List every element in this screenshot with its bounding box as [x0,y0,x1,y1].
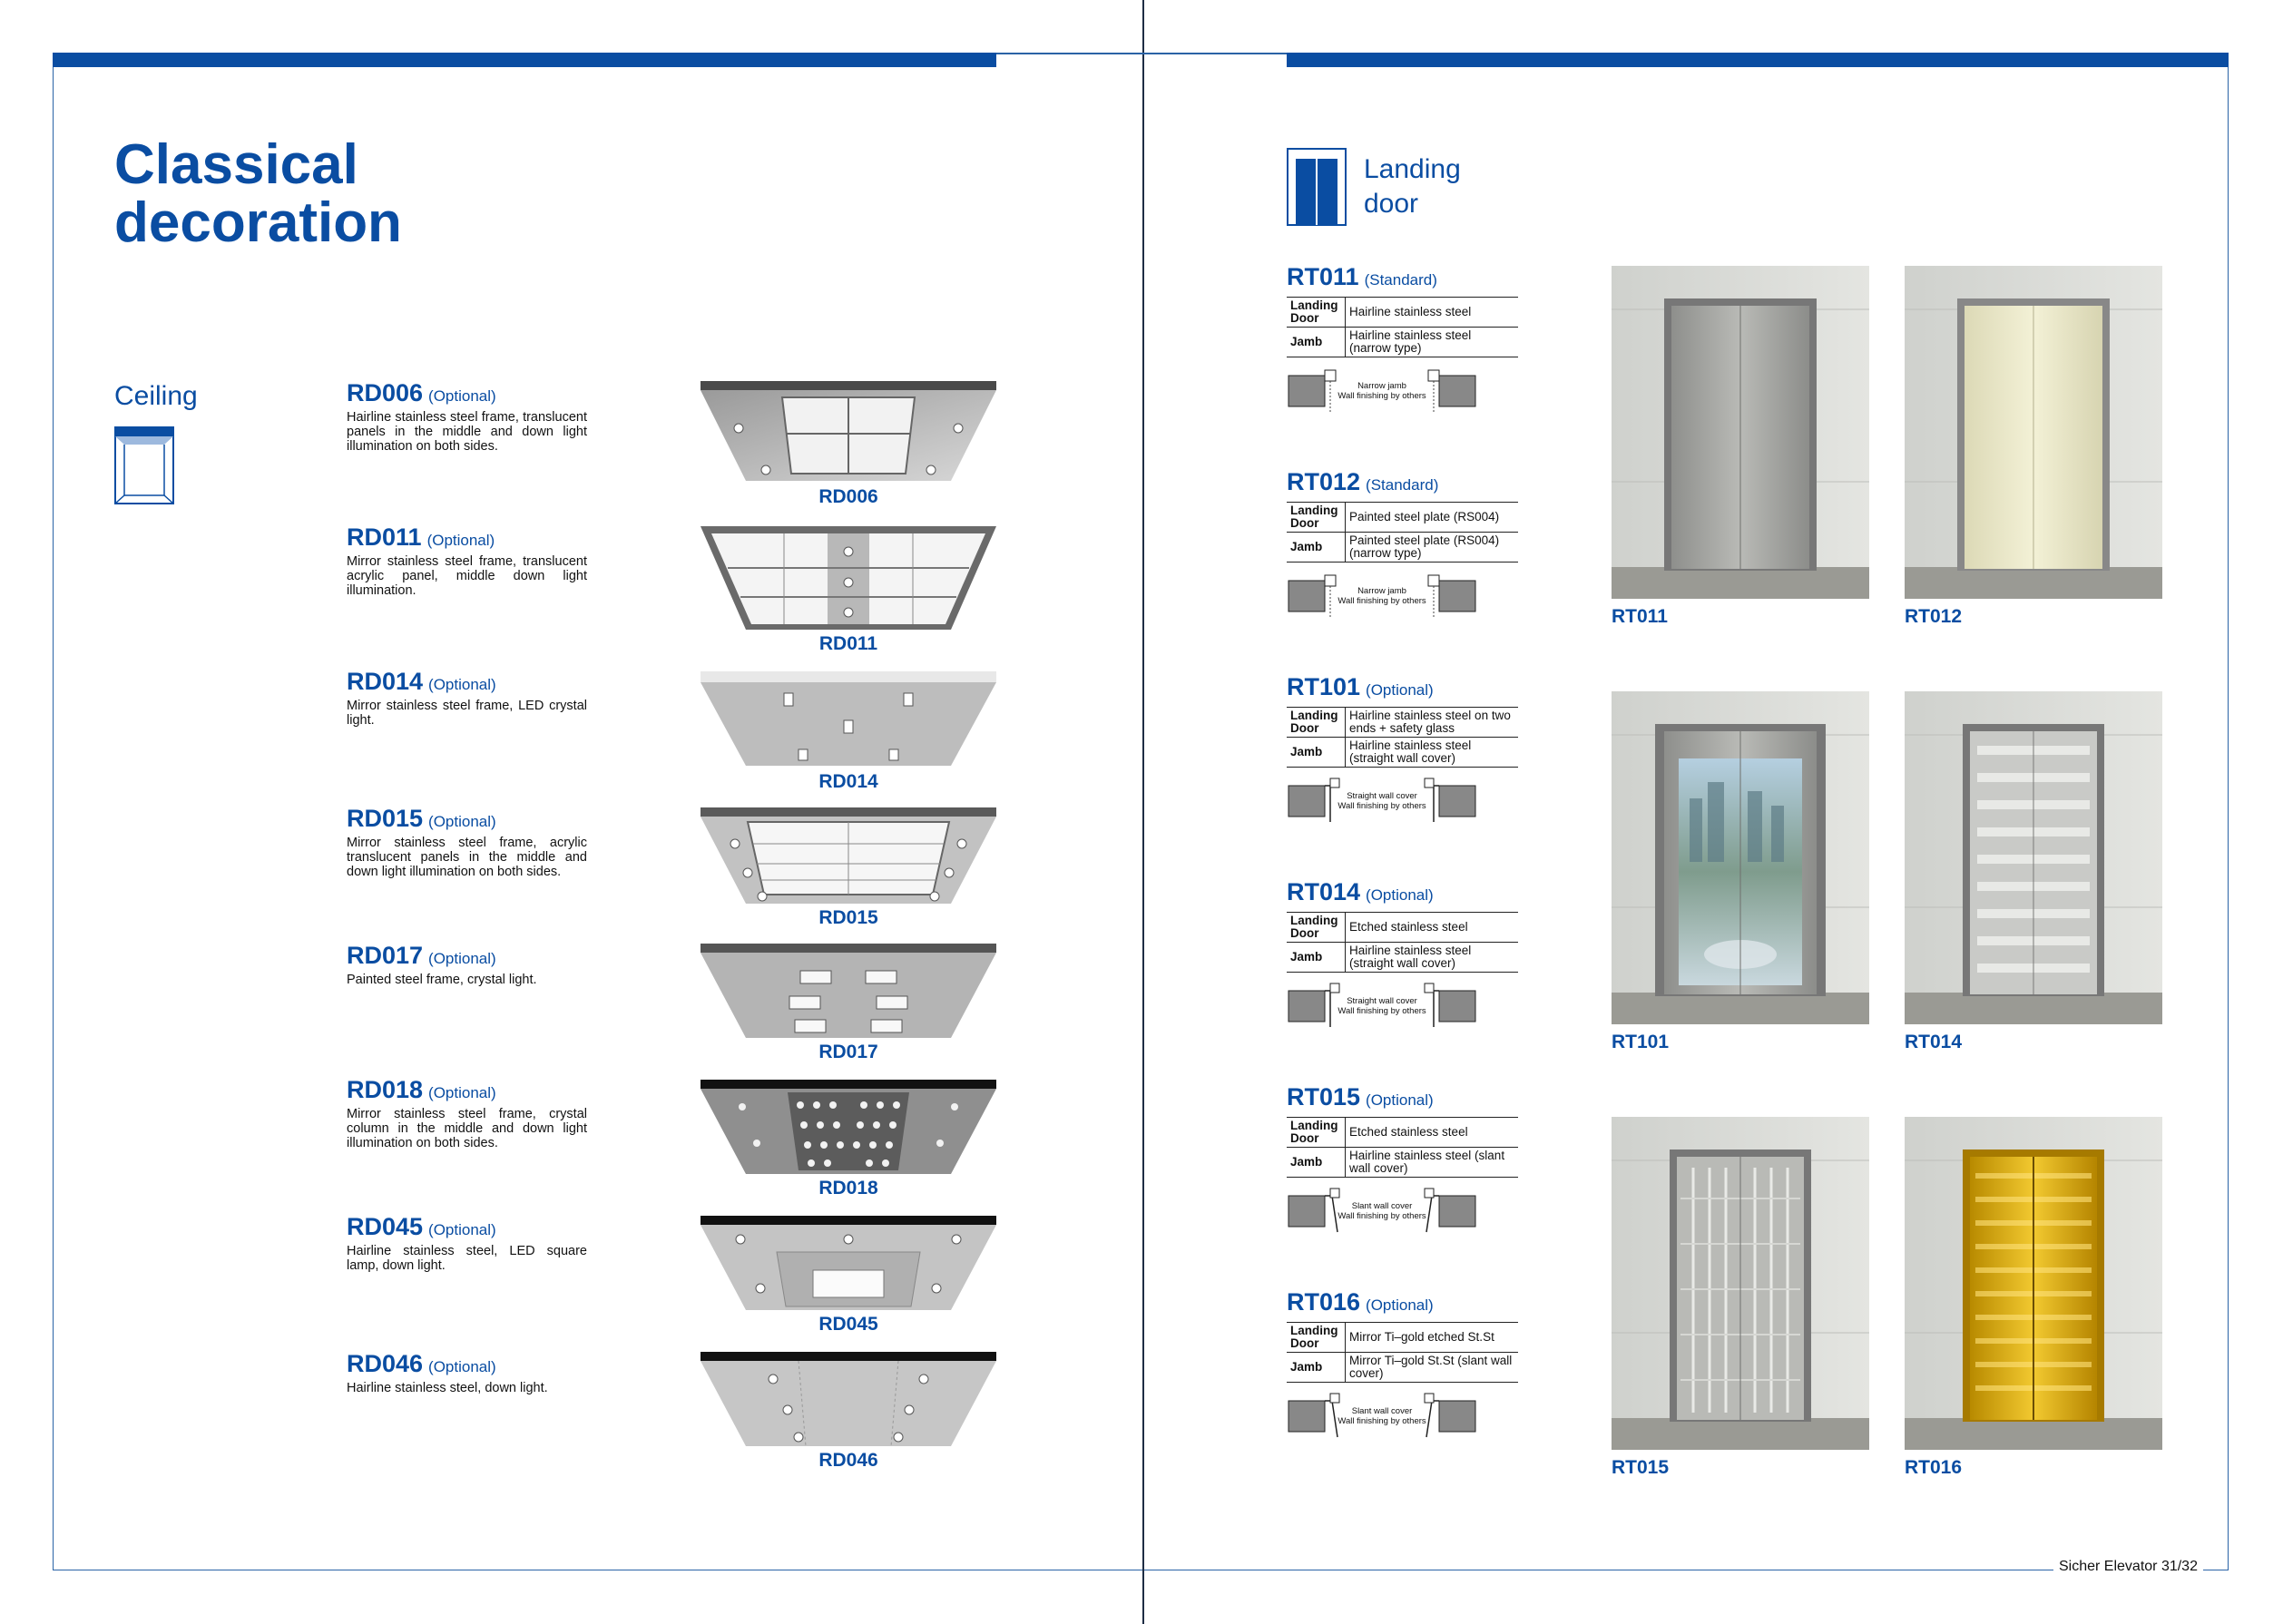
ceiling-caption: RD018 [818,1178,878,1198]
ceiling-image-rd046 [701,1352,996,1448]
landing-door-icon [1287,148,1347,226]
ceiling-caption: RD011 [818,633,878,654]
ceiling-item-rd046 [347,1350,587,1395]
item-tag: (Optional) [428,813,496,830]
door-spec-rt014 [1287,878,1518,1032]
landing-door-section-label [1364,152,1461,221]
item-desc: Mirror stainless steel frame, LED crystal light. [347,699,587,728]
spec-table [1287,707,1518,768]
jamb-note: Straight wall cover [1347,791,1417,801]
jamb-diagram [1287,365,1477,417]
jamb-diagram [1287,980,1477,1032]
door-spec-rt016 [1287,1288,1518,1443]
jamb-material: Painted steel plate (RS004) (narrow type) [1346,533,1519,563]
door-image-rt016 [1905,1117,2162,1450]
door-spec-rt011 [1287,263,1518,417]
jamb-notes [1337,586,1427,606]
ceiling-icon [114,426,174,504]
item-desc: Mirror stainless steel frame, crystal column in the middle and down light illumination on both sides. [347,1107,587,1150]
door-image-rt011 [1612,266,1869,599]
ceiling-image-rd017 [701,944,996,1040]
jamb-material: Hairline stainless steel (narrow type) [1346,328,1519,357]
door-caption: RT014 [1905,1032,1963,1052]
door-material: Painted steel plate (RS004) [1346,503,1519,533]
title-line-1: Classical [114,133,358,196]
ceiling-item-rd018 [347,1076,587,1150]
top-bar-left [53,53,996,67]
ceiling-image-rd014 [701,671,996,768]
ceiling-image-rd018 [701,1080,996,1176]
ceiling-caption: RD015 [818,907,878,928]
item-tag: (Optional) [428,950,496,967]
wall-note: Wall finishing by others [1337,801,1426,811]
top-bar-right [1287,53,2229,67]
ceiling-item-rd045 [347,1213,587,1273]
item-code: RD011 [347,523,422,551]
item-tag: (Optional) [428,1358,496,1375]
jamb-notes [1337,1201,1427,1221]
jamb-notes [1337,791,1427,811]
row-label-door: Landing Door [1287,708,1346,738]
spec-table [1287,297,1518,357]
title-line-2: decoration [114,191,402,254]
door-image-rt014 [1905,691,2162,1024]
ceiling-caption: RD017 [818,1042,878,1062]
ceiling-item-rd006 [347,379,587,454]
row-label-jamb: Jamb [1287,1353,1346,1383]
item-code: RD006 [347,379,424,406]
row-label-door: Landing Door [1287,913,1346,943]
item-code: RD018 [347,1076,424,1103]
page-spine [1142,0,1144,1624]
row-label-jamb: Jamb [1287,943,1346,973]
door-caption: RT016 [1905,1457,1963,1478]
row-label-door: Landing Door [1287,1118,1346,1148]
wall-note: Wall finishing by others [1337,596,1426,606]
page-footer: Sicher Elevator 31/32 [2053,1559,2203,1575]
row-label-door: Landing Door [1287,1323,1346,1353]
item-code: RD017 [347,942,424,969]
jamb-note: Slant wall cover [1351,1201,1413,1211]
door-code: RT101 [1287,673,1361,700]
item-code: RD014 [347,668,424,695]
top-line-right [1144,53,1288,54]
ceiling-section-label: Ceiling [114,381,198,411]
item-desc: Mirror stainless steel frame, translucent acrylic panel, middle down light illumination. [347,554,587,598]
door-tag: (Standard) [1364,271,1437,289]
wall-note: Wall finishing by others [1337,1211,1426,1221]
section-label-line-1: Landing [1364,154,1461,184]
item-code: RD045 [347,1213,424,1240]
item-tag: (Optional) [428,1084,496,1101]
item-desc: Painted steel frame, crystal light. [347,973,537,987]
item-desc: Hairline stainless steel frame, translucent panels in the middle and down light illumination on both sides. [347,410,587,454]
ceiling-item-rd014 [347,668,587,728]
ceiling-image-rd011 [701,526,996,631]
jamb-note: Straight wall cover [1347,996,1417,1006]
jamb-diagram [1287,570,1477,622]
jamb-diagram [1287,775,1477,827]
door-image-rt012 [1905,266,2162,599]
section-label-line-2: door [1364,189,1419,219]
row-label-jamb: Jamb [1287,1148,1346,1178]
spec-table [1287,1117,1518,1178]
door-image-rt015 [1612,1117,1869,1450]
door-material: Etched stainless steel [1346,1118,1519,1148]
door-tag: (Optional) [1366,886,1434,904]
row-label-door: Landing Door [1287,503,1346,533]
jamb-diagram [1287,1185,1477,1238]
spec-table [1287,912,1518,973]
door-material: Hairline stainless steel on two ends + safety glass [1346,708,1519,738]
ceiling-image-rd006 [701,381,996,483]
item-desc: Hairline stainless steel, LED square lamp, down light. [347,1244,587,1273]
door-tag: (Optional) [1366,1091,1434,1109]
page-title [114,133,402,254]
ceiling-item-rd011 [347,523,587,598]
item-code: RD015 [347,805,424,832]
door-code: RT012 [1287,468,1361,495]
ceiling-caption: RD014 [818,771,878,792]
spec-table [1287,1322,1518,1383]
ceiling-item-rd017 [347,942,587,987]
row-label-jamb: Jamb [1287,328,1346,357]
door-caption: RT101 [1612,1032,1670,1052]
door-caption: RT015 [1612,1457,1670,1478]
jamb-material: Hairline stainless steel (slant wall cover) [1346,1148,1519,1178]
door-spec-rt012 [1287,468,1518,622]
ceiling-caption: RD006 [818,486,878,507]
door-material: Etched stainless steel [1346,913,1519,943]
door-code: RT011 [1287,263,1359,290]
item-code: RD046 [347,1350,424,1377]
door-caption: RT012 [1905,606,1963,627]
wall-note: Wall finishing by others [1337,391,1426,401]
door-caption: RT011 [1612,606,1668,627]
item-tag: (Optional) [428,387,496,405]
door-image-rt101 [1612,691,1869,1024]
ceiling-item-rd015 [347,805,587,879]
door-material: Hairline stainless steel [1346,298,1519,328]
door-code: RT015 [1287,1083,1361,1110]
door-tag: (Optional) [1366,1296,1434,1314]
door-tag: (Standard) [1366,476,1439,494]
wall-note: Wall finishing by others [1337,1416,1426,1426]
ceiling-caption: RD045 [818,1314,878,1335]
ceiling-caption: RD046 [818,1450,878,1471]
item-tag: (Optional) [428,1221,496,1238]
jamb-notes [1337,1406,1427,1426]
door-code: RT016 [1287,1288,1361,1316]
item-tag: (Optional) [428,676,496,693]
jamb-note: Slant wall cover [1351,1406,1413,1416]
door-code: RT014 [1287,878,1361,905]
jamb-material: Mirror Ti–gold St.St (slant wall cover) [1346,1353,1519,1383]
jamb-material: Hairline stainless steel (straight wall cover) [1346,943,1519,973]
ceiling-image-rd045 [701,1216,996,1312]
jamb-note: Narrow jamb [1357,586,1406,596]
jamb-notes [1337,381,1427,401]
door-spec-rt015 [1287,1083,1518,1238]
item-tag: (Optional) [426,532,495,549]
wall-note: Wall finishing by others [1337,1006,1426,1016]
ceiling-image-rd015 [701,807,996,905]
row-label-jamb: Jamb [1287,533,1346,563]
jamb-material: Hairline stainless steel (straight wall cover) [1346,738,1519,768]
spec-table [1287,502,1518,563]
door-tag: (Optional) [1366,681,1434,699]
jamb-note: Narrow jamb [1357,381,1406,391]
row-label-jamb: Jamb [1287,738,1346,768]
door-material: Mirror Ti–gold etched St.St [1346,1323,1519,1353]
item-desc: Mirror stainless steel frame, acrylic translucent panels in the middle and down light illumination on both sides. [347,836,587,879]
row-label-door: Landing Door [1287,298,1346,328]
door-spec-rt101 [1287,673,1518,827]
jamb-diagram [1287,1390,1477,1443]
jamb-notes [1337,996,1427,1016]
item-desc: Hairline stainless steel, down light. [347,1381,548,1395]
